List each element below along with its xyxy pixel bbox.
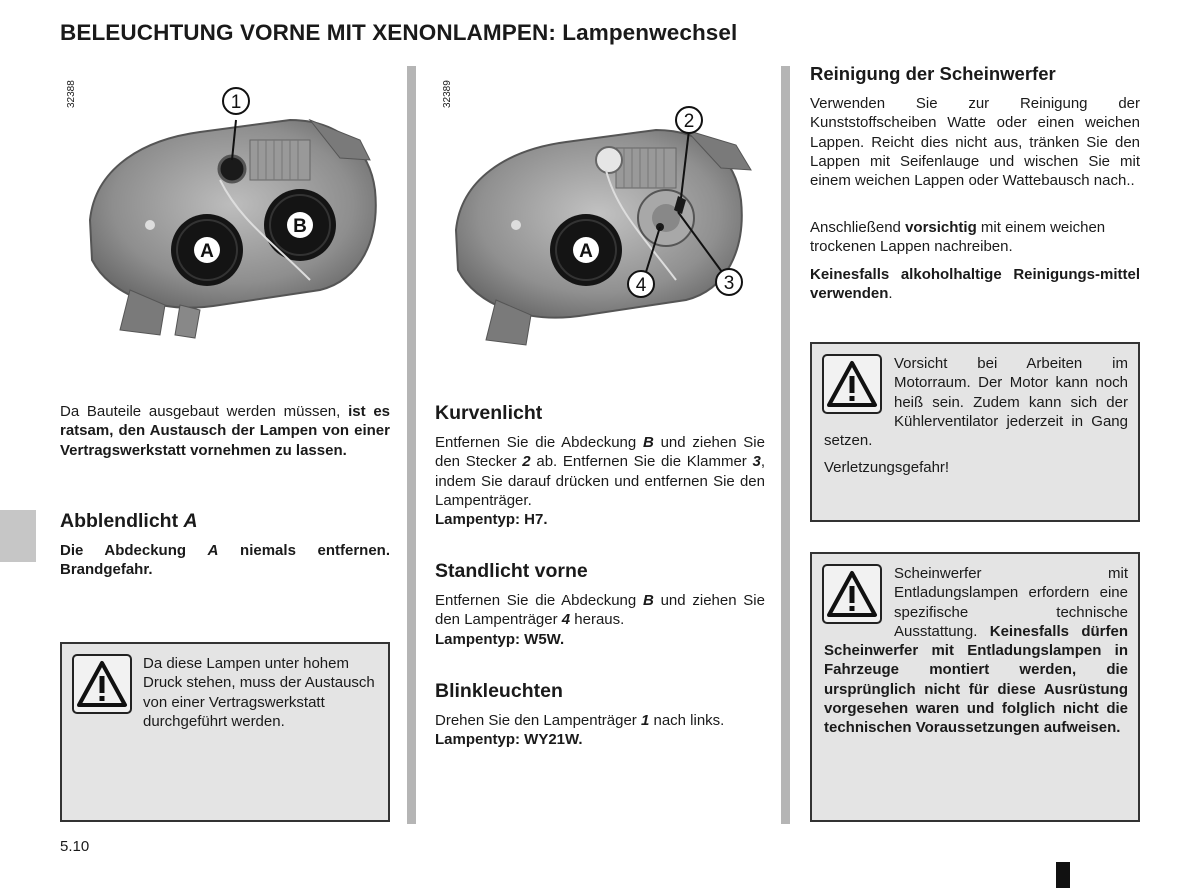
blinkleuchten-text: Drehen Sie den Lampenträger 1 nach links. Lampentyp: WY21W. [435,712,725,749]
warning-box-xenon [810,552,1140,822]
warning-box-high-pressure [60,642,390,822]
page-number: 5.10 [60,838,90,855]
column-divider-left [407,66,416,824]
image-code-left: 32388 [66,80,77,108]
kurvenlicht-text: Entfernen Sie die Abdeckung B und ziehen Sie den Stecker 2 ab. Entfernen Sie die Klammer 3, indem Sie darauf drücken und entfernen Sie den Lampenträger. Lampentyp: H7. [435,434,765,529]
headlamp-photo-left [70,80,400,350]
warning-box-engine [810,342,1140,522]
heading-blinkleuchten: Blinkleuchten [435,680,563,702]
heading-reinigung: Reinigung der Scheinwerfer [810,63,1056,84]
label-3: 3 [723,273,735,294]
label-2: 2 [683,111,695,132]
chapter-tab [0,510,36,562]
warning-triangle-icon [72,654,132,714]
standlicht-text: Entfernen Sie die Abdeckung B und ziehen Sie den Lampenträger 4 heraus. Lampentyp: W5W. [435,592,765,648]
heading-standlicht: Standlicht vorne [435,560,588,582]
label-4: 4 [635,275,647,296]
label-1: 1 [230,92,242,113]
label-a-middle: A [579,241,593,262]
reinigung-paragraph-3: Keinesfalls alkoholhaltige Reinigungs-mittel verwenden. [810,266,1140,303]
column-divider-right [781,66,790,824]
warning-text-engine: Vorsicht bei Arbeiten im Motorraum. Der Motor kann noch heiß sein. Zudem kann sich der Kühlerventilator jederzeit in Gang setzen. [824,355,1128,450]
reinigung-paragraph-1: Verwenden Sie zur Reinigung der Kunststoffscheiben Watte oder einen weichen Lappen. Reicht dies nicht aus, tränken Sie den Lappen mit Seifenlauge und wischen Sie mit einem weichen Lappen oder Wattebausch nach.. [810,95,1140,190]
corner-mark [1056,862,1070,888]
warning-danger-text: Verletzungsgefahr! [824,459,950,476]
label-a-left: A [200,241,214,262]
warning-text-high-pressure: Da diese Lampen unter hohem Druck stehen, muss der Austausch von einer Vertragswerkstatt durchgeführt werden. [143,655,375,730]
headlamp-photo-middle [446,100,766,350]
page-title: BELEUCHTUNG VORNE MIT XENONLAMPEN: Lampenwechsel [60,20,738,45]
label-b-left: B [293,216,307,237]
intro-paragraph: Da Bauteile ausgebaut werden müssen, ist es ratsam, den Austausch der Lampen von einer Vertragswerkstatt vornehmen zu lassen. [60,403,390,459]
abblendlicht-text: Die Abdeckung A niemals entfernen. Brandgefahr. [60,542,390,579]
heading-abblendlicht: Abblendlicht A [60,510,198,532]
heading-kurvenlicht: Kurvenlicht [435,402,543,424]
warning-text-xenon: Scheinwerfer mit Entladungslampen erfordern eine spezifische technische Ausstattung. Keinesfalls dürfen Scheinwerfer mit Entladungslampen in Fahrzeuge montiert werden, die ursprünglich nicht für diese Ausrüstung vorgesehen waren und folglich nicht die technischen Voraussetzungen aufweisen. [824,565,1128,737]
image-code-middle: 32389 [442,80,453,108]
reinigung-paragraph-2: Anschließend vorsichtig mit einem weichen trockenen Lappen nachreiben. [810,219,1106,256]
